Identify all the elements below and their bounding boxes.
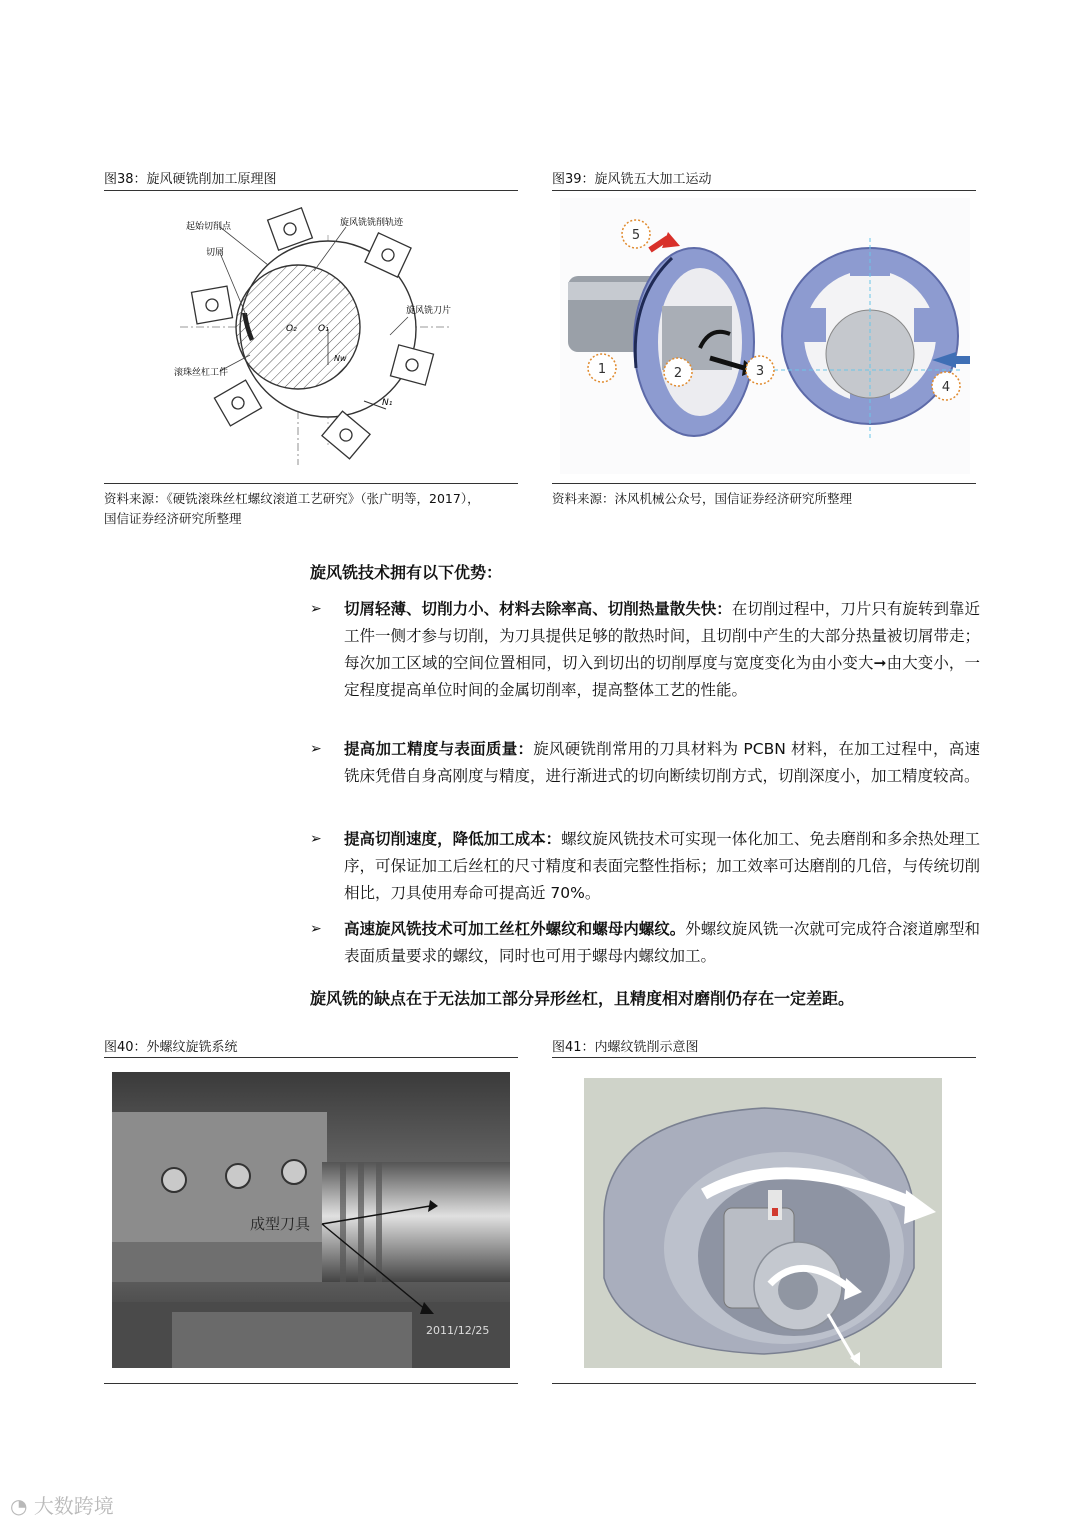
watermark-text: 大数跨境	[33, 1494, 114, 1518]
fig39-badge-1: 1	[597, 362, 607, 377]
fig39-badge-2: 2	[673, 366, 683, 381]
fig40-drawing	[112, 1072, 510, 1368]
advantage-2-body: 旋风硬铣削常用的刀具材料为 PCBN 材料，在加工过程中，高速铣床凭借自身高刚度与精度，进行渐进式的切向断续切削方式，切削深度小，加工精度较高。	[344, 740, 980, 785]
advantage-item-4	[310, 916, 980, 970]
fig38-top-rule	[104, 190, 518, 191]
fig40-bottom-rule	[104, 1383, 518, 1384]
advantage-item-3	[310, 826, 980, 907]
fig41-drawing	[584, 1078, 942, 1368]
advantage-item-2	[310, 736, 980, 790]
watermark-logo	[10, 1490, 114, 1519]
fig41-top-rule	[552, 1057, 976, 1058]
fig38-source	[104, 489, 524, 529]
bullet-arrow-icon: ➢	[310, 601, 322, 617]
fig38-label-o1: O₁	[318, 324, 329, 334]
advantage-4-lead: 高速旋风铣技术可加工丝杠外螺纹和螺母内螺纹。	[344, 920, 686, 938]
fig38-label-workpiece: 滚珠丝杠工件	[174, 368, 229, 378]
fig38-bottom-rule	[104, 483, 518, 484]
advantage-3-lead: 提高切削速度，降低加工成本：	[344, 830, 562, 848]
fig40-title: 图40：外螺纹旋铣系统	[104, 1040, 238, 1055]
fig38-label-blade: 旋风铣刀片	[406, 306, 452, 316]
fig38-label-path: 旋风铣铣削轨迹	[340, 218, 404, 228]
watermark-logo-icon: ◔	[10, 1494, 28, 1518]
fig38-title: 图38：旋风硬铣削加工原理图	[104, 172, 277, 187]
advantage-2-lead: 提高加工精度与表面质量：	[344, 740, 534, 758]
fig38-label-chip: 切屑	[206, 248, 225, 258]
fig39-badge-4: 4	[941, 380, 951, 395]
fig38-label-n1: N₁	[382, 398, 393, 408]
fig38-label-nw: Nw	[334, 354, 347, 363]
advantage-1-lead: 切屑轻薄、切削力小、材料去除率高、切削热量散失快：	[344, 600, 732, 618]
bullet-arrow-icon: ➢	[310, 921, 322, 937]
fig40-timestamp: 2011/12/25	[426, 1324, 490, 1337]
fig39-drawing	[560, 198, 970, 474]
advantage-item-1	[310, 596, 980, 704]
advantage-4-body: 外螺纹旋风铣一次就可完成符合滚道廓型和表面质量要求的螺纹，同时也可用于螺母内螺纹加工。	[344, 920, 980, 965]
fig38-source-line2: 国信证券经济研究所整理	[104, 511, 242, 526]
disadvantage-conclusion: 旋风铣的缺点在于无法加工部分异形丝杠，且精度相对磨削仍存在一定差距。	[310, 989, 855, 1008]
fig39-bottom-rule	[552, 483, 976, 484]
fig39-diagram	[560, 198, 970, 474]
advantage-3-body: 螺纹旋风铣技术可实现一体化加工、免去磨削和多余热处理工序，可保证加工后丝杠的尺寸精度和表面完整性指标；加工效率可达磨削的几倍，与传统切削相比，刀具使用寿命可提高近 70%。	[344, 830, 980, 902]
fig40-label-forming-tool: 成型刀具	[250, 1215, 311, 1233]
fig39-title: 图39：旋风铣五大加工运动	[552, 172, 712, 187]
fig39-badge-5: 5	[631, 228, 641, 243]
fig39-badge-3: 3	[755, 364, 765, 379]
advantage-1-body: 在切削过程中，刀片只有旋转到靠近工件一侧才参与切削，为刀具提供足够的散热时间，且切削中产生的大部分热量被切屑带走；每次加工区域的空间位置相同，切入到切出的切削厚度与宽度变化为由小变大➞由大变小，一定程度提高单位时间的金属切削率，提高整体工艺的性能。	[344, 600, 980, 699]
fig39-source: 资料来源：沐风机械公众号，国信证券经济研究所整理	[552, 491, 853, 506]
fig38-source-line1: 资料来源：《硬铣滚珠丝杠螺纹滚道工艺研究》（张广明等，2017），	[104, 491, 480, 506]
fig38-diagram	[150, 195, 480, 475]
bullet-arrow-icon: ➢	[310, 831, 322, 847]
advantages-intro: 旋风铣技术拥有以下优势：	[310, 563, 503, 582]
fig39-top-rule	[552, 190, 976, 191]
fig38-label-start-point: 起始切削点	[186, 222, 232, 232]
bullet-arrow-icon: ➢	[310, 741, 322, 757]
fig38-label-o2: O₂	[286, 324, 297, 334]
fig38-drawing	[150, 195, 480, 475]
fig41-render	[584, 1078, 942, 1368]
fig40-top-rule	[104, 1057, 518, 1058]
fig40-photo	[112, 1072, 510, 1368]
fig41-bottom-rule	[552, 1383, 976, 1384]
fig41-title: 图41：内螺纹铣削示意图	[552, 1040, 699, 1055]
